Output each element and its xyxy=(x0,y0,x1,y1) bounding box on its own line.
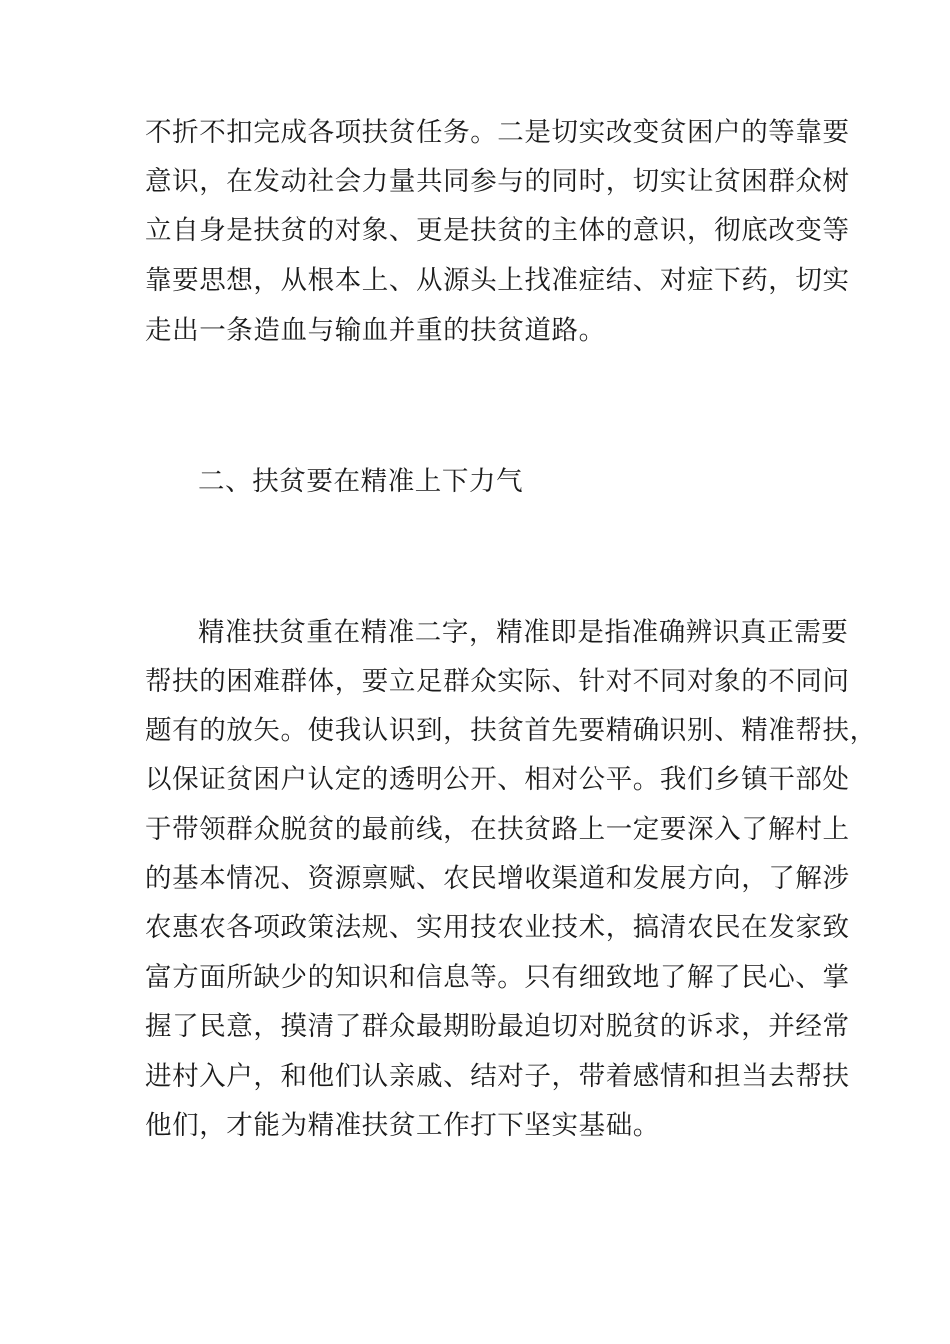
paragraph-line: 帮扶的困难群体，要立足群众实际、针对不同对象的不同问 xyxy=(145,666,850,697)
paragraph-line: 以保证贫困户认定的透明公开、相对公平。我们乡镇干部处 xyxy=(145,764,850,795)
paragraph-line: 农惠农各项政策法规、实用技农业技术，搞清农民在发家致 xyxy=(145,912,850,943)
paragraph-line: 题有的放矢。使我认识到，扶贫首先要精确识别、精准帮扶， xyxy=(145,715,877,746)
paragraph-line: 的基本情况、资源禀赋、农民增收渠道和发展方向，了解涉 xyxy=(145,863,850,894)
paragraph-line: 立自身是扶贫的对象、更是扶贫的主体的意识，彻底改变等 xyxy=(145,215,850,246)
paragraph-line: 走出一条造血与输血并重的扶贫道路。 xyxy=(145,315,606,346)
paragraph-line: 进村入户，和他们认亲戚、结对子，带着感情和担当去帮扶 xyxy=(145,1061,850,1092)
paragraph-line: 不折不扣完成各项扶贫任务。二是切实改变贫困户的等靠要 xyxy=(145,117,850,148)
paragraph-line: 富方面所缺少的知识和信息等。只有细致地了解了民心、掌 xyxy=(145,962,850,993)
paragraph-line: 握了民意，摸清了群众最期盼最迫切对脱贫的诉求，并经常 xyxy=(145,1011,850,1042)
section-heading: 二、扶贫要在精准上下力气 xyxy=(198,466,524,497)
paragraph-line: 精准扶贫重在精准二字，精准即是指准确辨识真正需要 xyxy=(198,617,849,648)
paragraph-line: 于带领群众脱贫的最前线，在扶贫路上一定要深入了解村上 xyxy=(145,814,850,845)
paragraph-line: 靠要思想，从根本上、从源头上找准症结、对症下药，切实 xyxy=(145,265,850,296)
paragraph-line: 意识，在发动社会力量共同参与的同时，切实让贫困群众树 xyxy=(145,166,850,197)
paragraph-line: 他们，才能为精准扶贫工作打下坚实基础。 xyxy=(145,1110,660,1141)
